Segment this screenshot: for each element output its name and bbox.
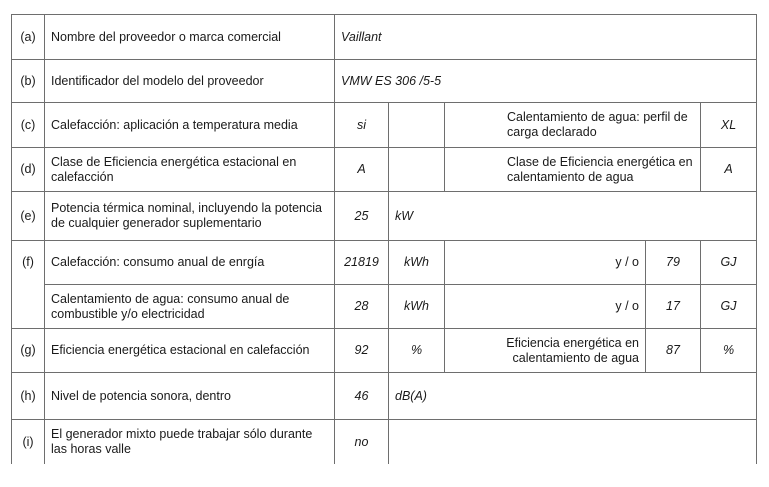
- row-label-rated-heat-output: Potencia térmica nominal, incluyendo la potencia de cualquier generador suplementario: [45, 192, 335, 241]
- empty-cell: [389, 103, 445, 148]
- unit-gj: GJ: [701, 241, 757, 285]
- value-water-efficiency-class: A: [701, 148, 757, 192]
- table-row-d: [12, 148, 757, 192]
- empty-cell: [389, 148, 445, 192]
- row-label-heating-annual-consumption: Calefacción: consumo anual de enrgía: [45, 241, 335, 285]
- row-code: (a): [12, 15, 45, 60]
- table-row-f-water: [12, 285, 757, 329]
- table-row-e: [12, 192, 757, 241]
- row-label-heating-efficiency-class: Clase de Eficiencia energética estacional en calefacción: [45, 148, 335, 192]
- unit-percent: %: [389, 329, 445, 373]
- value-rated-heat-output: 25: [335, 192, 389, 241]
- row-code: (h): [12, 373, 45, 420]
- row-label-seasonal-efficiency: Eficiencia energética estacional en calefacción: [45, 329, 335, 373]
- unit-rated-heat-output: kW: [389, 192, 757, 241]
- row-label-load-profile: Calentamiento de agua: perfil de carga declarado: [445, 103, 701, 148]
- value-water-efficiency: 87: [646, 329, 701, 373]
- unit-percent: %: [701, 329, 757, 373]
- row-code: (e): [12, 192, 45, 241]
- row-label-off-peak: El generador mixto puede trabajar sólo durante las horas valle: [45, 420, 335, 465]
- connector-and-or: y / o: [445, 241, 646, 285]
- row-code: (i): [12, 420, 45, 465]
- value-water-consumption-gj: 17: [646, 285, 701, 329]
- row-label-water-efficiency-class: Clase de Eficiencia energética en calentamiento de agua: [445, 148, 701, 192]
- value-water-consumption-kwh: 28: [335, 285, 389, 329]
- row-code: (b): [12, 60, 45, 103]
- empty-cell: [389, 420, 757, 465]
- value-off-peak: no: [335, 420, 389, 465]
- table-row-c: [12, 103, 757, 148]
- row-code: (g): [12, 329, 45, 373]
- row-code: (f): [12, 241, 45, 329]
- table-row-f-heating: [12, 241, 757, 285]
- value-heating-consumption-kwh: 21819: [335, 241, 389, 285]
- table-row-i: [12, 420, 757, 465]
- unit-kwh: kWh: [389, 285, 445, 329]
- value-load-profile: XL: [701, 103, 757, 148]
- connector-and-or: y / o: [445, 285, 646, 329]
- product-data-table: [11, 14, 757, 464]
- row-label-water-annual-consumption: Calentamiento de agua: consumo anual de combustible y/o electricidad: [45, 285, 335, 329]
- table-row-h: [12, 373, 757, 420]
- value-heating-application: si: [335, 103, 389, 148]
- value-heating-consumption-gj: 79: [646, 241, 701, 285]
- table-row-g: [12, 329, 757, 373]
- table-row-b: [12, 60, 757, 103]
- unit-kwh: kWh: [389, 241, 445, 285]
- row-label-sound-power: Nivel de potencia sonora, dentro: [45, 373, 335, 420]
- unit-gj: GJ: [701, 285, 757, 329]
- row-code: (d): [12, 148, 45, 192]
- value-seasonal-efficiency: 92: [335, 329, 389, 373]
- value-supplier-name: Vaillant: [335, 15, 757, 60]
- row-code: (c): [12, 103, 45, 148]
- value-heating-efficiency-class: A: [335, 148, 389, 192]
- table-row-a: [12, 15, 757, 60]
- value-sound-power: 46: [335, 373, 389, 420]
- row-label-supplier-name: Nombre del proveedor o marca comercial: [45, 15, 335, 60]
- row-label-water-efficiency: Eficiencia energética en calentamiento de agua: [445, 329, 646, 373]
- row-label-heating-application: Calefacción: aplicación a temperatura media: [45, 103, 335, 148]
- row-label-model-id: Identificador del modelo del proveedor: [45, 60, 335, 103]
- value-model-id: VMW ES 306 /5-5: [335, 60, 757, 103]
- unit-dba: dB(A): [389, 373, 757, 420]
